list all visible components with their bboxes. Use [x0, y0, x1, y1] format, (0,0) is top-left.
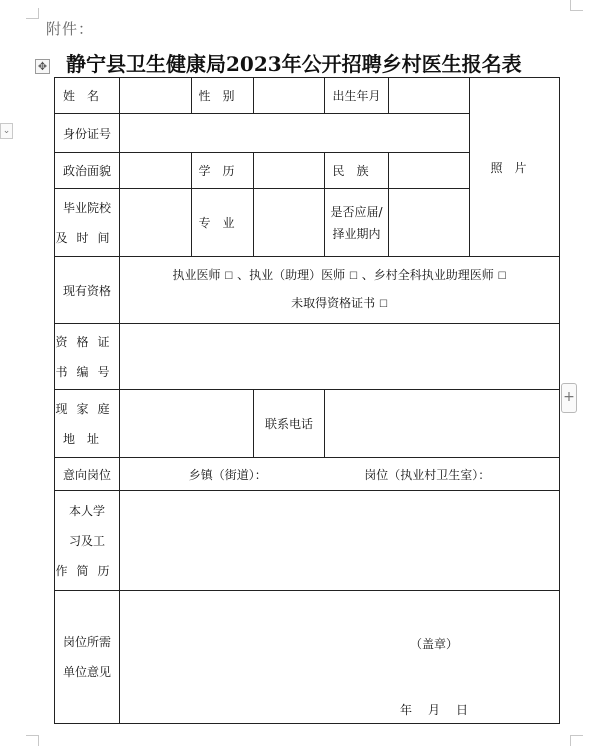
table-move-handle[interactable]	[35, 59, 50, 74]
education-label: 学历	[192, 153, 254, 189]
qualification-option: 、乡村全科执业助理医师	[361, 268, 494, 282]
qualification-options	[120, 257, 560, 324]
id-field[interactable]	[120, 114, 470, 153]
page-corner-mark	[26, 735, 39, 746]
political-label: 政治面貌	[55, 153, 120, 189]
graduate-label: 是否应届/ 择业期内	[325, 189, 389, 257]
school-field[interactable]	[120, 189, 192, 257]
graduate-field[interactable]	[389, 189, 470, 257]
qualification-option: 执业医师	[172, 268, 221, 282]
cert-number-label: 资格证 书编号	[55, 324, 120, 390]
birth-field[interactable]	[389, 78, 470, 114]
name-field[interactable]	[120, 78, 192, 114]
school-label: 毕业院校 及时间	[55, 189, 120, 257]
plus-icon: +	[563, 389, 575, 405]
photo-cell[interactable]	[470, 78, 560, 257]
resume-field[interactable]	[120, 491, 560, 591]
checkbox-icon[interactable]: ☐	[378, 299, 388, 310]
page-title: 静宁县卫生健康局2023年公开招聘乡村医生报名表	[66, 52, 522, 76]
birth-label: 出生年月	[325, 78, 389, 114]
ethnicity-label: 民族	[325, 153, 389, 189]
major-label: 专业	[192, 189, 254, 257]
phone-label: 联系电话	[254, 390, 325, 458]
intent-label: 意向岗位	[55, 458, 120, 491]
intent-field[interactable]	[120, 458, 560, 491]
education-field[interactable]	[254, 153, 325, 189]
name-label: 姓名	[55, 78, 120, 114]
move-arrows-icon: ✥	[37, 60, 48, 73]
registration-form-table	[54, 77, 560, 724]
resume-label: 本人学 习及工 作简历	[55, 491, 120, 591]
attachment-label: 附件：	[46, 20, 95, 38]
qualification-option: 未取得资格证书	[291, 296, 376, 310]
checkbox-icon[interactable]: ☐	[497, 271, 507, 282]
page-corner-mark	[26, 8, 39, 19]
checkbox-icon[interactable]: ☐	[224, 271, 234, 282]
page-corner-mark	[570, 0, 583, 11]
town-label: 乡镇（街道）：	[188, 467, 267, 482]
political-field[interactable]	[120, 153, 192, 189]
major-field[interactable]	[254, 189, 325, 257]
qualification-option: 、执业（助理）医师	[237, 268, 346, 282]
approval-field[interactable]	[120, 591, 560, 724]
cert-number-field[interactable]	[120, 324, 560, 390]
qualification-label: 现有资格	[55, 257, 120, 324]
ethnicity-field[interactable]	[389, 153, 470, 189]
seal-label: （盖章）	[410, 637, 459, 651]
chevron-down-icon: ⌄	[2, 126, 11, 136]
address-label: 现家庭 地址	[55, 390, 120, 458]
post-label: 岗位（执业村卫生室）：	[364, 467, 491, 482]
page-corner-mark	[570, 735, 583, 746]
id-label: 身份证号	[55, 114, 120, 153]
checkbox-icon[interactable]: ☐	[348, 271, 358, 282]
collapse-button[interactable]	[0, 123, 13, 139]
phone-field[interactable]	[325, 390, 560, 458]
date-line: 年 月 日	[400, 703, 471, 717]
add-column-button[interactable]	[561, 383, 577, 413]
approval-label: 岗位所需 单位意见	[55, 591, 120, 724]
gender-label: 性别	[192, 78, 254, 114]
address-field[interactable]	[120, 390, 254, 458]
photo-label: 照片	[490, 160, 539, 175]
gender-field[interactable]	[254, 78, 325, 114]
